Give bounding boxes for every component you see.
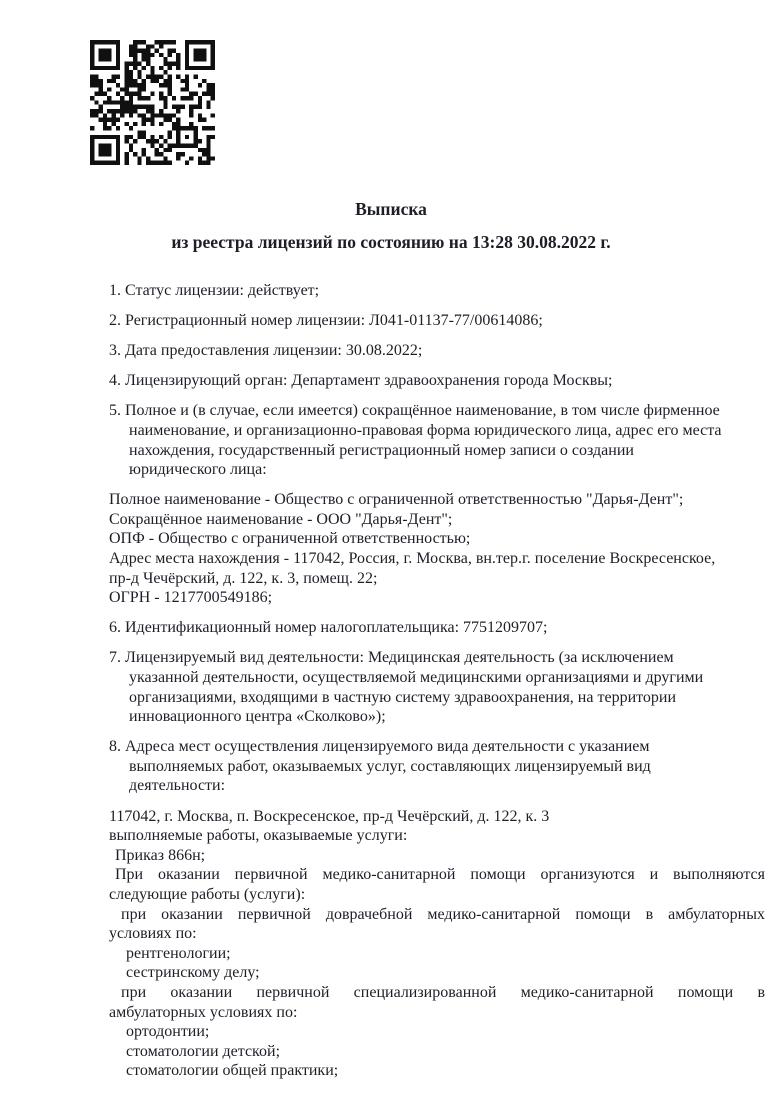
document-line: 117042, г. Москва, п. Воскресенское, пр-д Чечёрский, д. 122, к. 3 — [109, 807, 550, 825]
document-line: 6. Идентификационный номер налогоплательщика: 7751209707; — [109, 619, 548, 637]
document-title: Выписка — [355, 199, 427, 219]
document-line: 8. Адреса мест осуществления лицензируемого вида деятельности с указанием — [109, 738, 650, 756]
document-line: 5. Полное и (в случае, если имеется) сокращённое наименование, в том числе фирменное — [109, 402, 720, 420]
document-line: Адрес места нахождения - 117042, Россия, г. Москва, вн.тер.г. поселение Воскресенское, — [109, 550, 716, 568]
document-line: инновационного центра «Сколково»); — [129, 708, 386, 726]
qr-code-image — [90, 40, 215, 165]
document-line: 1. Статус лицензии: действует; — [109, 282, 320, 299]
document-line: нахождения, государственный регистрационный номер записи о создании — [129, 441, 634, 459]
document-line: следующие работы (услуги): — [109, 885, 306, 903]
document-line: при оказании первичной доврачебной медико-санитарной помощи в амбулаторных — [121, 905, 765, 923]
qr-code-icon — [90, 40, 215, 165]
paragraph-authority — [109, 371, 765, 391]
document-subtitle: из реестра лицензий по состоянию на 13:28 30.08.2022 г. — [171, 232, 611, 252]
document-line: ОГРН - 1217700549186; — [109, 589, 273, 607]
paragraph-addresses-header — [109, 737, 765, 796]
document-line: стоматологии общей практики; — [126, 1062, 339, 1080]
document-line: рентгенологии; — [126, 944, 231, 962]
paragraph-works-list — [109, 807, 765, 1081]
document-line: амбулаторных условиях по: — [109, 1003, 298, 1021]
document-line: 2. Регистрационный номер лицензии: Л041-01137-77/00614086; — [109, 312, 543, 330]
document-line: выполняемые работы, оказываемые услуги: — [109, 827, 408, 845]
paragraph-org-header — [109, 401, 765, 479]
document-line: стоматологии детской; — [126, 1042, 281, 1060]
document-title-block — [0, 196, 782, 255]
paragraph-inn — [109, 618, 765, 638]
document-line: организациями, входящими в частную систему здравоохранения, на территории — [129, 688, 677, 706]
document-line: пр-д Чечёрский, д. 122, к. 3, помещ. 22; — [109, 569, 378, 587]
document-line: выполняемых работ, оказываемых услуг, составляющих лицензируемый вид — [129, 757, 651, 775]
document-line: условиях по: — [109, 925, 197, 943]
document-line: При оказании первичной медико-санитарной помощи организуются и выполняются — [115, 866, 765, 884]
document-content — [0, 196, 782, 1091]
document-line: юридического лица: — [129, 461, 267, 479]
document-line: ОПФ - Общество с ограниченной ответственностью; — [109, 530, 471, 548]
document-line: указанной деятельности, осуществляемой медицинскими организациями и другими — [129, 669, 704, 686]
paragraph-reg-number — [109, 311, 765, 331]
document-line: Приказ 866н; — [115, 846, 206, 864]
document-line: сестринскому делу; — [126, 964, 260, 982]
document-line: 7. Лицензируемый вид деятельности: Медицинская деятельность (за исключением — [109, 649, 674, 667]
document-line: ортодонтии; — [126, 1023, 210, 1041]
document-line: 3. Дата предоставления лицензии: 30.08.2022; — [109, 342, 423, 360]
paragraph-date — [109, 341, 765, 361]
document-line: деятельности: — [129, 777, 226, 795]
paragraph-status — [109, 281, 765, 301]
document-line: 4. Лицензирующий орган: Департамент здравоохранения города Москвы; — [109, 372, 613, 390]
paragraph-activity-type — [109, 648, 765, 726]
document-line: Сокращённое наименование - ООО "Дарья-Дент"; — [109, 510, 453, 528]
paragraph-org-details — [109, 490, 765, 608]
document-body — [109, 281, 765, 1081]
document-line: при оказании первичной специализированной медико-санитарной помощи в — [121, 983, 765, 1001]
document-line: наименование, и организационно-правовая форма юридического лица, адрес его места — [129, 421, 722, 439]
document-line: Полное наименование - Общество с ограниченной ответственностью "Дарья-Дент"; — [109, 491, 684, 509]
